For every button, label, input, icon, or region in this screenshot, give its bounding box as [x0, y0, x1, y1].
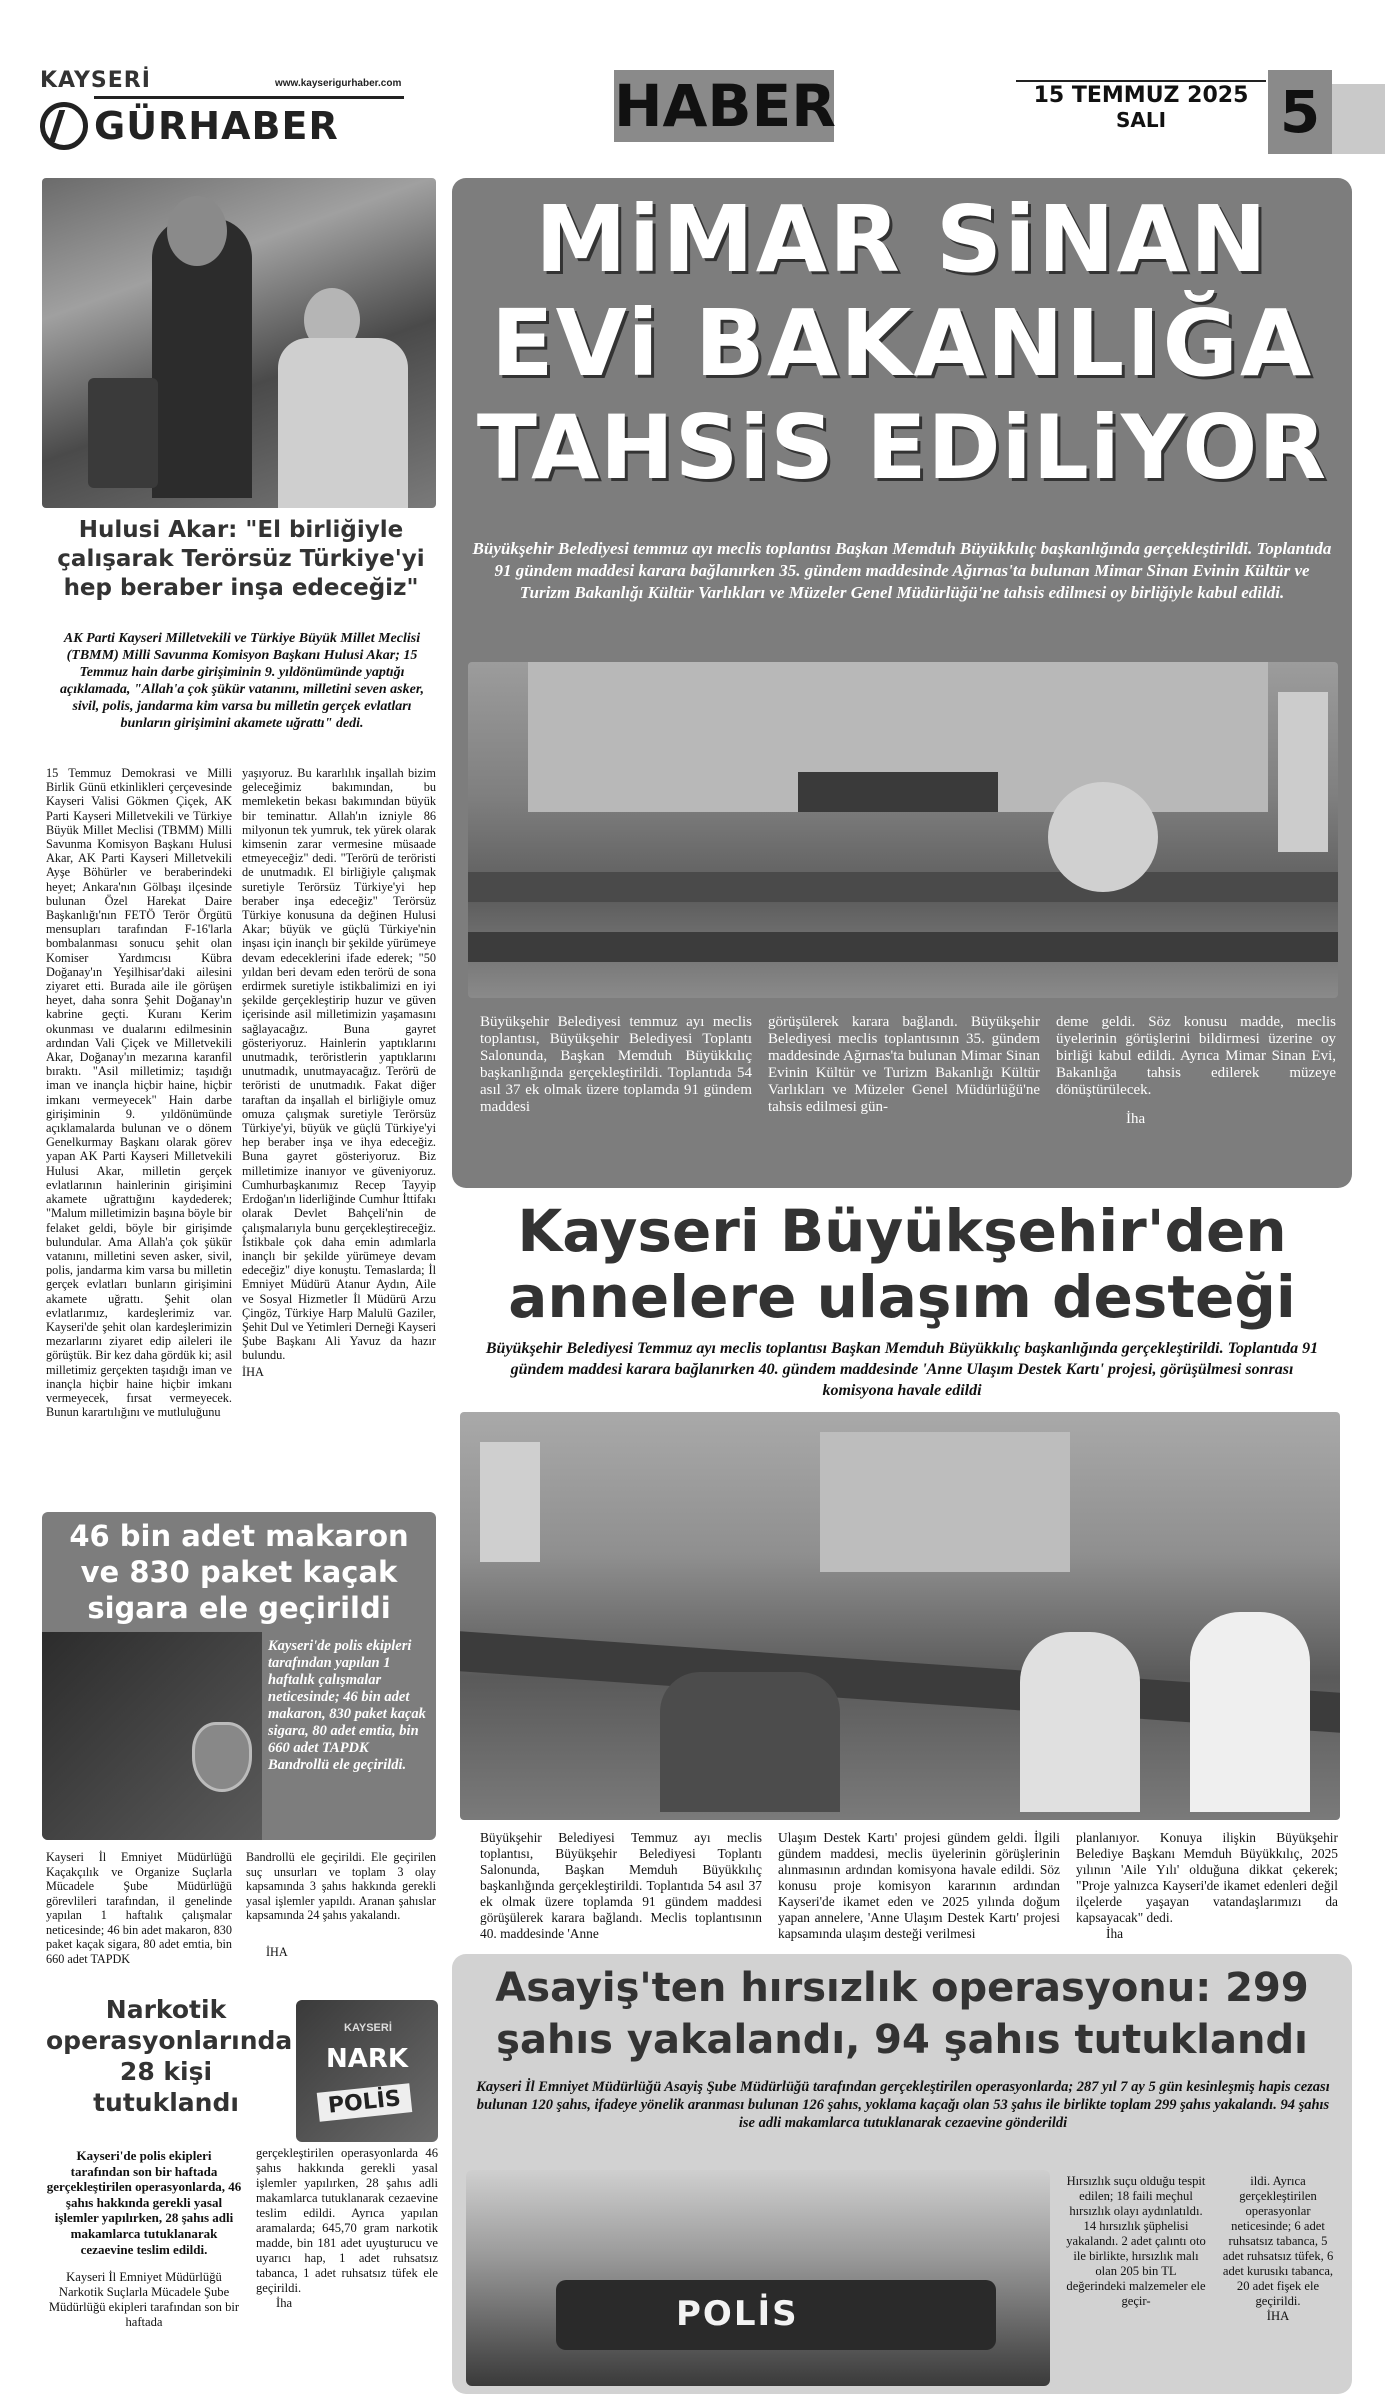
narkotik-photo-label-polis: POLİS — [317, 2083, 412, 2122]
asayis-photo-label: POLİS — [676, 2294, 799, 2334]
date-box — [1016, 84, 1266, 142]
asayis-headline — [452, 1962, 1352, 2066]
anneler-headline — [452, 1198, 1352, 1330]
asayis-headline-line1: Asayiş'ten hırsızlık operasyonu: 299 — [495, 1965, 1309, 2011]
asayis-photo — [466, 2170, 1050, 2386]
issue-date: 15 TEMMUZ 2025 — [1033, 83, 1249, 108]
makaron-lead: Kayseri'de polis ekipleri tarafından yapılan 1 haftalık çalışmalar neticesinde; 46 bin adet makaron, 830 paket kaçak sigara, 80 adet emtia, bin 660 adet TAPDK Bandrollü ele geçirildi. — [268, 1638, 426, 1773]
akar-col2 — [242, 766, 436, 1379]
sinan-col3-text: deme geldi. Söz konusu madde, meclis üyelerinin görüşlerini bildirmesi üzerine oy birliği kabul edildi. Ayrıca Mimar Sinan Evi, Bakanlığa tahsis edilerek müzeye dönüştürülecek. — [1056, 1014, 1336, 1098]
asayis-source: İHA — [1266, 2309, 1290, 2323]
sinan-headline-line2: EVi BAKANLIĞA — [490, 290, 1314, 397]
issue-day: SALI — [1115, 108, 1167, 132]
anneler-col1: Büyükşehir Belediyesi Temmuz ayı meclis toplantısı, Büyükşehir Belediyesi Toplantı Salonunda, Başkan Memduh Büyükkılıç başkanlığında gerçekleştirildi. Toplantıda 54 asıl 37 ek olmak üzere toplamda 91 gündem maddesi görüşülerek karara bağlandı. Meclis toplantısının 40. maddesinde 'Anne — [480, 1830, 762, 1941]
narkotik-photo — [296, 2000, 438, 2142]
sinan-lead: Büyükşehir Belediyesi temmuz ayı meclis toplantısı Başkan Memduh Büyükkılıç başkanlığında gerçekleştirildi. Toplantıda 91 gündem maddesi karara bağlanırken 35. gündem maddesinde Ağırnas'ta bulunan Mimar Sinan Evinin Kültür ve Turizm Bakanlığı Kültür Varlıkları ve Müzeler Genel Müdürlüğü'ne tahsis edilmesi oy birliğiyle kabul edildi. — [472, 539, 1332, 602]
narkotik-photo-label-main: NARK — [326, 2044, 409, 2074]
sinan-photo — [468, 662, 1338, 998]
asayis-col2-text: ildi. Ayrıca gerçekleştirilen operasyonlar neticesinde; 6 adet ruhsatsız tabanca, 5 adet ruhsatsız tüfek, 6 adet kurusıkı tabanca, 20 adet fişek ele geçirildi. — [1222, 2174, 1334, 2308]
makaron-col2-text: Bandrollü ele geçirildi. Ele geçirilen suç unsurları ve toplam 3 olay kapsamında 3 şahıs hakkında gerekli yasal işlemler yapıldı. Aranan şahıslar kapsamında 24 şahıs yakalandı. — [246, 1850, 436, 1922]
anneler-col2: Ulaşım Destek Kartı' projesi gündem geldi. İlgili gündem maddesi, meclis üyelerinin görüşlerinin alınmasının ardından komisyona havale edildi. Söz konusu proje komisyon kararının ardından Kayseri'de ikamet eden ve 2025 yılında doğum yapan annelere, 'Anne Ulaşım Destek Kartı' projesi kapsamında ulaşım desteği verilmesi — [778, 1830, 1060, 1941]
akar-col1: 15 Temmuz Demokrasi ve Milli Birlik Günü etkinlikleri çerçevesinde Kayseri Valisi Gökmen Çiçek, AK Parti Kayseri Milletvekili ve Türkiye Büyük Millet Meclisi (TBMM) Milli Savunma Komisyon Başkanı Hulusi Akar, AK Parti Kayseri Milletvekili Ayşe Böhürler ve beraberindeki heyet; Ankara'nın Gölbaşı ilçesinde bulunan Özel Harekat Daire Başkanlığı'nın FETÖ Terör Örgütü mensupları tarafından F-16'larla bombalanması sonucu şehit olan Komiser Yardımcısı Kübra Doğanay'ın Yeşilhisar'daki ailesini ziyaret etti. Burada aile ile görüşen heyet, daha sonra Şehit Doğanay'ın kabrine geçti. Kuranı Kerim okunması ve dualarını edilmesinin ardından Vali Çiçek ve Milletvekili Akar, Doğanay'ın mezarına karanfil bıraktı. "Asil milletimiz; taşıdığı iman ve inançla hiçbir haine, hiçbir imkanı vermeyecek" Hain darbe girişiminin 9. yıldönümünde açıklamalarda bulunan ve o dönem Genelkurmay Başkanı olarak görev yapan AK Parti Kayseri Milletvekili Hulusi Akar, milletin gerçek evlatlarının hainlerinin girişimini akamete uğrattığını kaydederek; "Malum milletimizin başına böyle bir felaket geldi, böyle bir girişimde bulundular. Ama Allah'a çok şükür vatanını, milletini seven asker, sivil, polis, jandarma kim varsa bu milletin gerçek evlatları bunların girişimini akamete uğrattı. Şehit olan evlatlarımız, kardeşlerimiz var. Kayseri'de şehit olan kardeşlerimizin mezarlarını ziyaret edip aileleri ile görüştük. Bir kez daha gördük ki; asil milletimiz gerçekten taşıdığı iman ve inançla hiçbir haine hiçbir imkanı vermeyecek, fırsat vermeyecek. Bunun karartılığını ve mutluluğunu — [46, 766, 232, 1420]
anneler-col3 — [1076, 1830, 1338, 1942]
brand-top: KAYSERİ — [40, 68, 151, 93]
anneler-headline-line2: annelere ulaşım desteği — [508, 1263, 1296, 1331]
website: www.kayserigurhaber.com — [275, 78, 402, 89]
anneler-lead: Büyükşehir Belediyesi Temmuz ayı meclis toplantısı Başkan Memduh Büyükkılıç başkanlığında gerçekleştirildi. Toplantıda 91 gündem maddesi karara bağlanırken 40. gündem maddesinde 'Anne Ulaşım Destek Kartı' projesi, görüşülmesi sonrası komisyona havale edildi — [485, 1340, 1319, 1399]
makaron-headline: 46 bin adet makaron ve 830 paket kaçak sigara ele geçirildi — [69, 1519, 409, 1625]
narkotik-photo-label-top: KAYSERİ — [344, 2022, 392, 2034]
logo — [40, 62, 410, 154]
sinan-headline-line1: MiMAR SiNAN — [535, 186, 1269, 293]
page-number: 5 — [1268, 70, 1332, 154]
narkotik-source: İha — [276, 2296, 293, 2310]
sinan-headline — [452, 188, 1352, 500]
sinan-source: İha — [1126, 1111, 1146, 1127]
police-badge-icon — [192, 1722, 252, 1792]
section-label: HABER — [614, 72, 836, 140]
anneler-col3-text: planlanıyor. Konuya ilişkin Büyükşehir Belediye Başkanı Memduh Büyükkılıç, 2025 yılının 'Aile Yılı' olduğuna dikkat çekerek; "Proje yalnızca Kayseri'de ikamet edenleri değil ilçelerde yaşayan vatandaşlarımızı da kapsayacak" dedi. — [1076, 1830, 1338, 1925]
narkotik-col2 — [256, 2146, 438, 2311]
makaron-photo — [42, 1632, 262, 1840]
makaron-col2 — [246, 1850, 436, 1959]
anneler-source: İha — [1106, 1926, 1124, 1941]
asayis-col2 — [1218, 2174, 1338, 2324]
brand-name: GÜRHABER — [94, 104, 339, 148]
sinan-col1: Büyükşehir Belediyesi temmuz ayı meclis toplantısı, Büyükşehir Belediyesi Toplantı Salonunda, Başkan Memduh Büyükkılıç başkanlığında gerçekleştirildi. Toplantıda 54 asıl 37 ek olmak üzere toplamda 91 gündem maddesi — [480, 1014, 752, 1115]
narkotik-lead: Kayseri'de polis ekipleri tarafından son bir haftada gerçekleştirilen operasyonlarda, 46 şahıs hakkında gerekli yasal işlemler yapılırken, 28 şahıs adli makamlarca tutuklanarak cezaevine teslim edildi. — [46, 2148, 242, 2257]
makaron-source: İHA — [266, 1944, 288, 1959]
anneler-headline-line1: Kayseri Büyükşehir'den — [517, 1197, 1287, 1265]
asayis-headline-line2: şahıs yakalandı, 94 şahıs tutuklandı — [496, 2017, 1308, 2063]
akar-photo — [42, 178, 436, 508]
akar-source: İHA — [242, 1364, 264, 1379]
akar-lead: AK Parti Kayseri Milletvekili ve Türkiye Büyük Millet Meclisi (TBMM) Milli Savunma Komisyon Başkanı Hulusi Akar; 15 Temmuz hain darbe girişiminin 9. yıldönümünde yaptığı açıklamada, "Allah'a çok şükür vatanını, milletini seven asker, sivil, polis, jandarma kim varsa bu milletin gerçek evlatları bunların girişimini akamete uğrattı" dedi. — [59, 631, 425, 731]
asayis-col1: Hırsızlık suçu olduğu tespit edilen; 18 faili meçhul hırsızlık olayı aydınlatıldı. 14 hırsızlık şüphelisi yakalandı. 2 adet çalıntı oto ile birlikte, hırsızlık malı olan 205 bin TL değerindeki malzemeler ele geçir- — [1066, 2174, 1206, 2308]
sinan-col3 — [1056, 1014, 1336, 1128]
akar-col2-text: yaşıyoruz. Bu kararlılık inşallah bizim geleceğimiz bakımından, bu memleketin bekası bakımından büyük bir teminattır. Allah'ın izniyle 86 milyonun tek yumruk, tek yürek olarak kimsenin zarar vermesine müsaade etmeyeceğiz" dedi. "Terörü de teröristi de unutmadık. El birliğiyle çalışmak suretiyle Terörsüz Türkiye'yi hep beraber inşa edeceğiz" Terörsüz Türkiye konusuna da değinen Hulusi Akar; büyük ve güçlü Türkiye'nin inşası için inançlı bir şekilde yürümeye devam edeceklerini ifade ederek; "50 yıldan beri devam eden terörü de sona erdirmek suretiyle istikbalimizi en iyi şekilde gerçekleştirip huzur ve güven içerisinde asil milletimizin yaşamasını sağlayacağız. Buna gayret gösteriyoruz. Hainlerin yaptıklarını unutmadık, teröristlerin yaptıklarını unutmadık, unutmayacağız. Terörü de teröristi de unutmadık. Fakat diğer taraftan da inşallah el birliğiyle omuz omuza çalışmak suretiyle Terörsüz Türkiye'yi, büyük ve güçlü Türkiye'yi hep beraber inşa ve ihya edeceğiz. Buna gayret gösteriyoruz. Biz milletimize inanıyor ve güveniyoruz. Cumhurbaşkanımız Recep Tayyip Erdoğan'ın liderliğinde Cumhur İttifakı olarak Devlet Bahçeli'nin de çalışmalarıyla bunu gerçekleştireceğiz. İstikbale çok daha emin adımlarla inançlı bir şekilde yürümeye devam edeceğiz" diye konuştu. Temaslarda; İl Emniyet Müdürü Atanur Aydın, Aile ve Sosyal Hizmetler İl Müdürü Arzu Çingöz, Türkiye Harp Malulü Gaziler, Şehit Dul ve Yetimleri Derneği Kayseri Şube Başkanı Ali Yavuz da hazır bulundu. — [242, 766, 436, 1363]
masthead — [0, 0, 1385, 160]
akar-headline: Hulusi Akar: "El birliğiyle çalışarak Terörsüz Türkiye'yi hep beraber inşa edeceğiz" — [57, 517, 425, 601]
narkotik-col1: Kayseri İl Emniyet Müdürlüğü Narkotik Suçlarla Mücadele Şube Müdürlüğü ekipleri tarafından son bir haftada — [48, 2270, 240, 2329]
anneler-photo — [460, 1412, 1340, 1820]
asayis-lead: Kayseri İl Emniyet Müdürlüğü Asayiş Şube Müdürlüğü tarafından gerçekleştirilen operasyonlarda; 287 yıl 7 ay 5 gün kesinleşmiş hapis cezası bulunan 120 şahıs, ifadeye yönelik aranması bulunan 126 şahıs, yoklama kaçağı olan 53 şahıs ile birlikte toplam 299 şahıs yakalandı. 94 şahıs ise adli makamlarca tutuklanarak cezaevine gönderildi — [476, 2079, 1330, 2131]
sinan-col2: görüşülerek karara bağlandı. Büyükşehir Belediyesi meclis toplantısının 35. gündem maddesinde Ağırnas'ta bulunan Mimar Sinan Evinin Kültür ve Turizm Bakanlığı Kültür Varlıkları ve Müzeler Genel Müdürlüğü'ne tahsis edilmesi gün- — [768, 1014, 1040, 1115]
narkotik-col2-text: gerçekleştirilen operasyonlarda 46 şahıs hakkında gerekli yasal işlemler yapılırken, 28 şahıs adli makamlarca tutuklanarak cezaevine teslim edildi. Ayrıca yapılan aramalarda; 645,70 gram narkotik madde, bin 181 adet uyuşturucu ve uyarıcı hap, 1 adet ruhsatsız tabanca, 1 adet ruhsatsız tüfek ele geçirildi. — [256, 2146, 438, 2295]
narkotik-headline: Narkotik operasyonlarında 28 kişi tutuklandı — [46, 1995, 293, 2117]
makaron-col1: Kayseri İl Emniyet Müdürlüğü Kaçakçılık ve Organize Suçlarla Mücadele Şube Müdürlüğü görevlileri tarafından, il genelinde yapılan 1 haftalık çalışmalar neticesinde; 46 bin adet makaron, 830 paket kaçak sigara, 80 adet emtia, bin 660 adet TAPDK — [46, 1850, 232, 1966]
sinan-headline-line3: TAHSiS EDiLiYOR — [476, 396, 1328, 499]
